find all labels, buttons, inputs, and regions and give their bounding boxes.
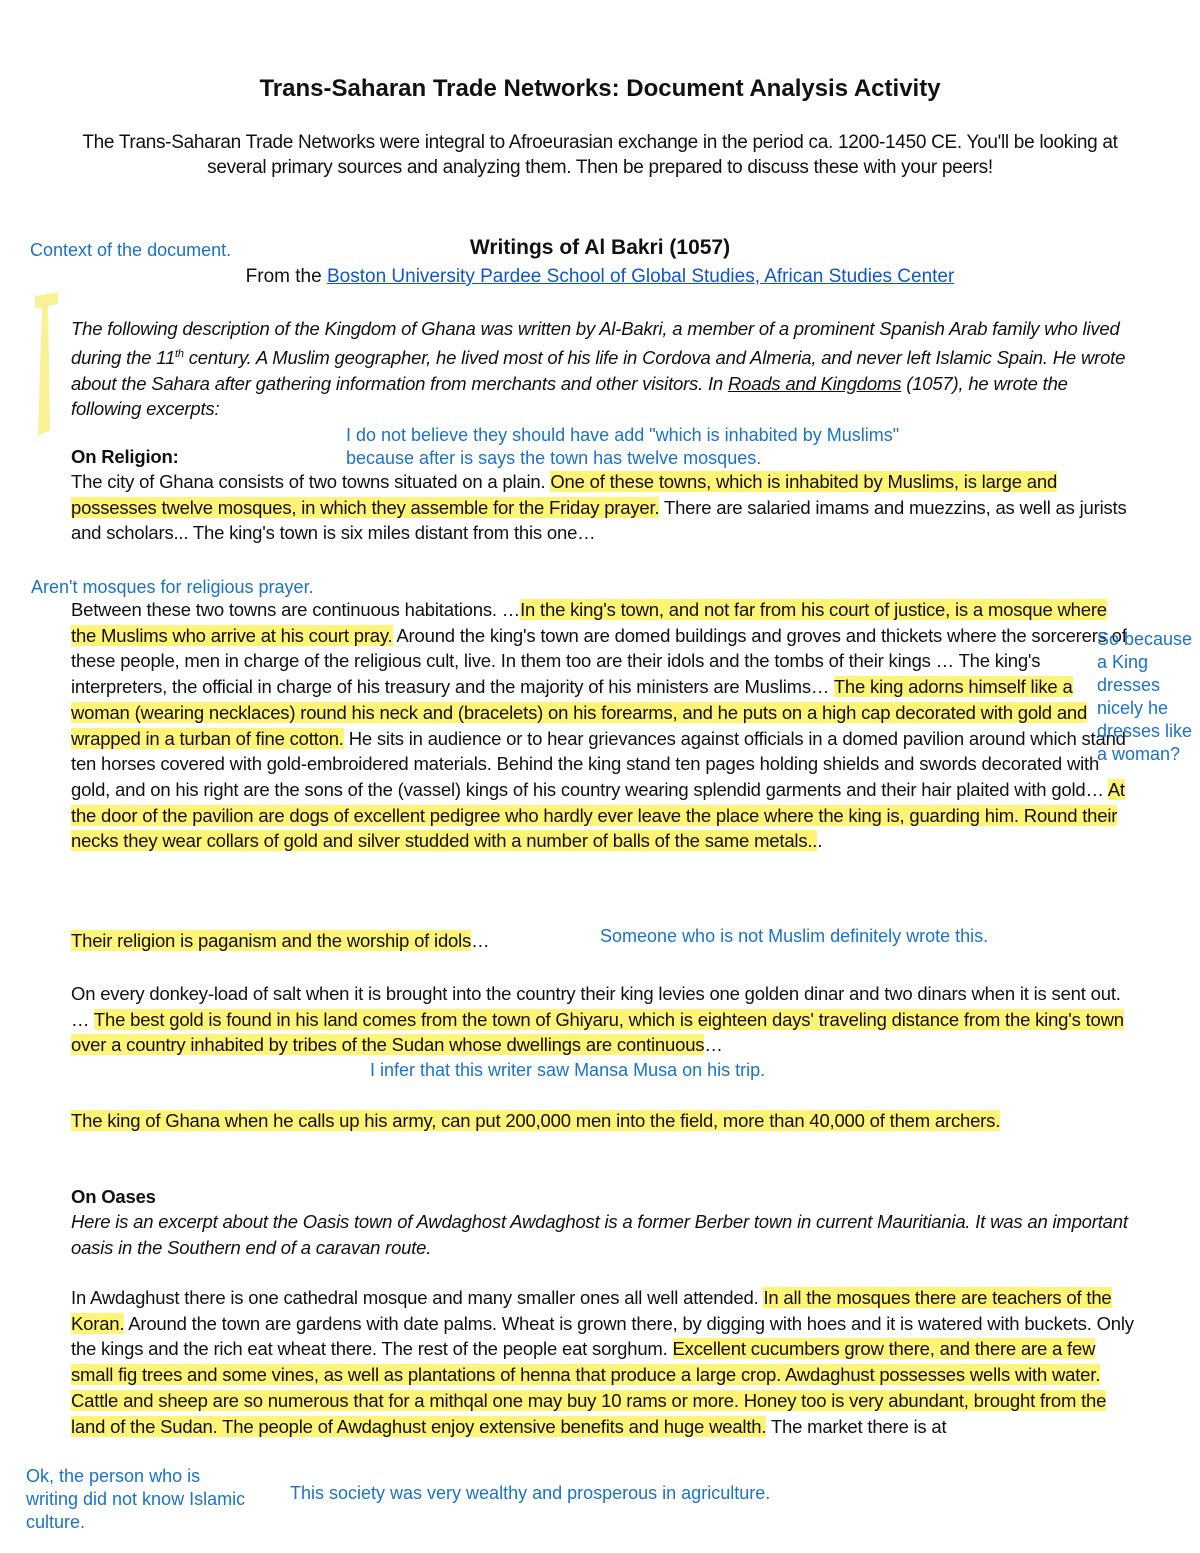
religion-p2-text-c: He sits in audience or to hear grievances against officials in a domed pavilion around which stand ten horses covered with gold-embroidered materials. Behind the king stand ten pages holding shields and swords decorated with gold, and on his right are the sons of the (vassel) kings of his country wearing splendid garments and their hair plaited with gold…: [71, 727, 1126, 800]
highlight-dogs: At the door of the pavilion are dogs of excellent pedigree who hardly ever leave the place where the king is, guarding him. Round their necks they wear collars of gold and silver studded with a number of balls of the same metals..: [71, 778, 1125, 852]
religion-p1-text-b: There are salaried imams and muezzins, as well as jurists and scholars... The king's town is six miles distant from this one…: [71, 496, 1127, 544]
oases-paragraph: [71, 1285, 1141, 1439]
highlight-agriculture: Excellent cucumbers grow there, and there are a few small fig trees and some vines, as well as plantations of henna that produce a large crop. Awdaghust possesses wells with water. Cattle and sheep are so numerous that for a mithqal one may buy 10 rams or more. Honey too is very abundant, brought from the land of the Sudan. The people of Awdaghust enjoy extensive benefits and huge wealth.: [71, 1338, 1107, 1437]
document-description: [71, 316, 1141, 422]
annotation-mansa-musa: I infer that this writer saw Mansa Musa on his trip.: [370, 1060, 766, 1080]
highlight-gold: The best gold is found in his land comes from the town of Ghiyaru, which is eighteen days' traveling distance from the king's town over a country inhabited by tribes of the Sudan whose dwellings are continuous: [71, 1008, 1124, 1056]
intro-paragraph: The Trans-Saharan Trade Networks were integral to Afroeurasian exchange in the period ca. 1200-1450 CE. You'll be looking at several primary sources and analyzing them. Then be prepared to discuss these with your peers!: [82, 132, 1118, 178]
religion-p2-text-b: Around the king's town are domed buildings and groves and thickets where the sorcerers of these people, men in charge of the religious cult, live. In them too are their idols and the tombs of their kings … The king's interpreters, the official in charge of his treasury and the majority of his ministers are Muslims…: [71, 624, 1127, 698]
religion-p2-text-a: Between these two towns are continuous habitations. …: [71, 599, 521, 620]
source-line: [0, 264, 1200, 289]
highlight-king-adornment: The king adorns himself like a woman (wearing necklaces) round his neck and (bracelets) on his forearms, and he puts on a high cap decorated with gold and wrapped in a turban of fine cotton.: [71, 676, 1088, 749]
annotation-islamic-culture: Ok, the person who is writing did not know Islamic culture.: [26, 1466, 246, 1532]
oases-p1-text-b: Around the town are gardens with date palms. Wheat is grown there, by digging with hoes and it is watered with buckets. Only the kings and the rich eat wheat there. The rest of the people eat sorghum.: [71, 1312, 1134, 1360]
annotation-not-muslim: Someone who is not Muslim definitely wrote this.: [600, 926, 989, 946]
highlight-kings-mosque: In the king's town, and not far from his court of justice, is a mosque where the Muslims who arrive at his court pray.: [71, 599, 1107, 646]
description-text-1: The following description of the Kingdom of Ghana was written by Al-Bakri, a member of a prominent Spanish Arab family who lived during the 11: [71, 318, 1120, 368]
religion-paragraph-4: [71, 981, 1141, 1058]
annotation-context: Context of the document.: [30, 240, 232, 260]
religion-heading: On Religion:: [71, 446, 179, 467]
oases-heading: On Oases: [71, 1186, 156, 1207]
source-link[interactable]: Boston University Pardee School of Global Studies, African Studies Center: [326, 266, 955, 287]
document-title: Trans-Saharan Trade Networks: Document Analysis Activity: [259, 75, 941, 102]
religion-p2-text-d: .: [817, 830, 823, 852]
highlight-muslim-town: One of these towns, which is inhabited by Muslims, is large and possesses twelve mosques, in which they assemble for the Friday prayer.: [71, 471, 1058, 518]
religion-paragraph-1: [71, 469, 1141, 546]
annotation-mosques: Aren't mosques for religious prayer.: [31, 577, 314, 597]
description-text-2: century. A Muslim geographer, he lived most of his life in Cordova and Almeria, and never left Islamic Spain. He wrote about the Sahara after gathering information from merchants and other visitors. In: [71, 346, 1126, 394]
highlight-koran-teachers: In all the mosques there are teachers of the Koran.: [71, 1287, 1112, 1334]
book-title: Roads and Kingdoms: [727, 372, 902, 394]
source-prefix: From the: [245, 266, 322, 287]
oases-p1-text-a: In Awdaghust there is one cathedral mosque and many smaller ones all well attended.: [71, 1287, 764, 1308]
description-sup: th: [175, 347, 184, 360]
religion-paragraph-5: [71, 1108, 1141, 1134]
annotation-king-dress: So because a King dresses nicely he dresses like a woman?: [1097, 629, 1193, 764]
highlight-paganism: Their religion is paganism and the worship of idols: [71, 930, 472, 951]
margin-highlight-mark: [32, 290, 60, 440]
annotation-muslims: I do not believe they should have add "which is inhabited by Muslims" because after is says the town has twelve mosques.: [346, 425, 900, 468]
oases-intro: Here is an excerpt about the Oasis town of Awdaghost Awdaghost is a former Berber town in current Mauritiania. It was an important oasis in the Southern end of a caravan route.: [71, 1211, 1128, 1258]
annotation-wealthy: This society was very wealthy and prosperous in agriculture.: [290, 1483, 771, 1503]
religion-p4-text-a: On every donkey-load of salt when it is brought into the country their king levies one golden dinar and two dinars when it is sent out. …: [71, 983, 1121, 1030]
highlight-army: The king of Ghana when he calls up his army, can put 200,000 men into the field, more than 40,000 of them archers.: [71, 1110, 1001, 1131]
religion-p1-text-a: The city of Ghana consists of two towns situated on a plain.: [71, 471, 551, 492]
oases-p1-text-c: The market there is at: [766, 1415, 947, 1437]
religion-paragraph-2: [71, 597, 1131, 854]
section-title: Writings of Al Bakri (1057): [469, 236, 731, 259]
religion-p3-text-b: …: [471, 930, 490, 951]
description-text-3: (1057), he wrote the following excerpts:: [71, 372, 1068, 420]
religion-p4-text-b: …: [704, 1034, 723, 1056]
